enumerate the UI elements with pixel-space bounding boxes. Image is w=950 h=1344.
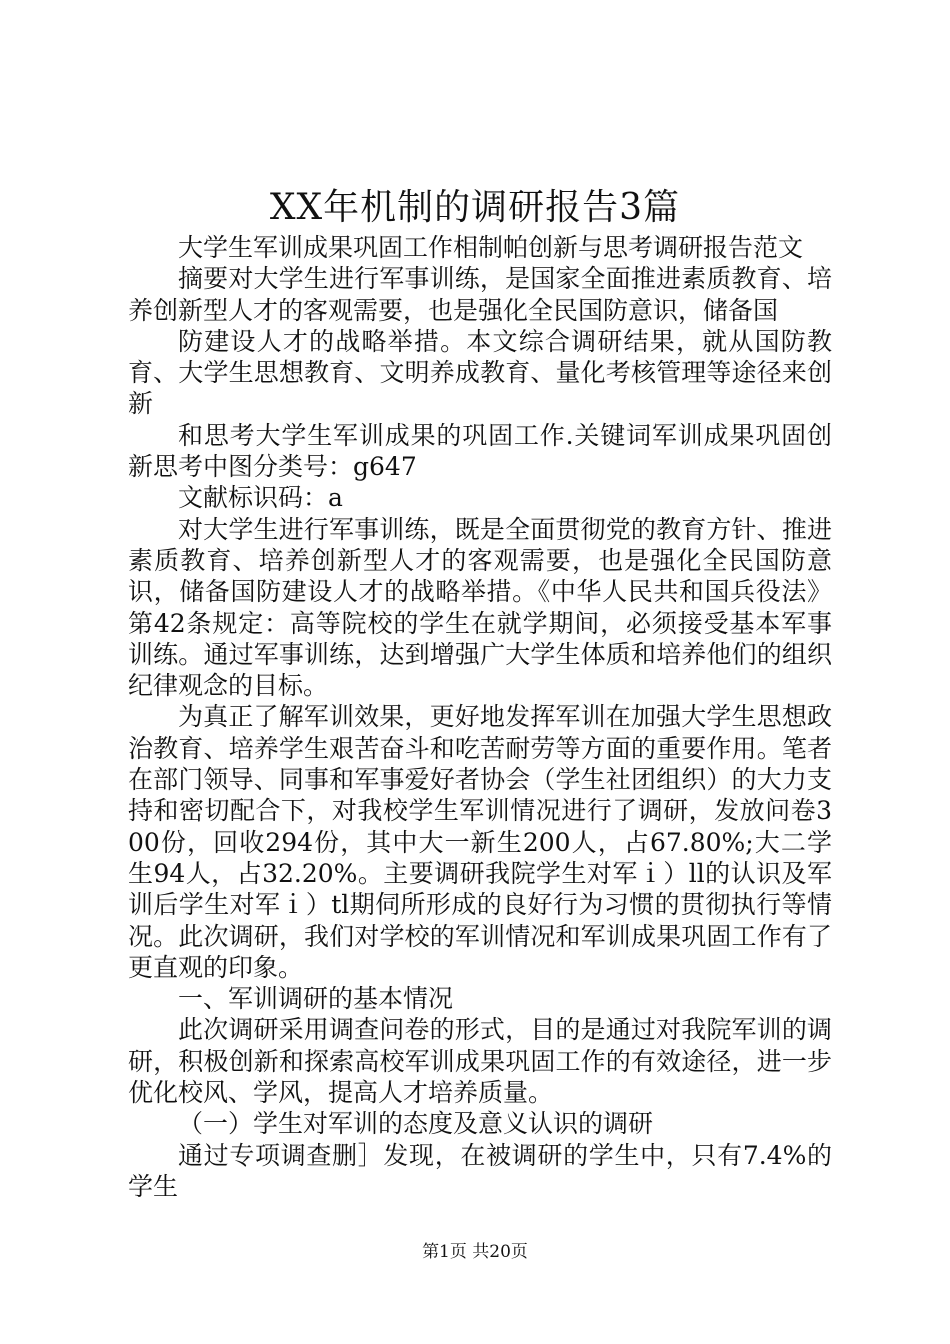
paragraph: 和思考大学生军训成果的巩固工作.关键词军训成果巩固创新思考中图分类号：g647 [128,420,832,482]
paragraph: 文献标识码：a [178,483,343,513]
paragraph: 大学生军训成果巩固工作相制帕创新与思考调研报告范文 [178,233,804,262]
page-number-footer: 第1页 共20页 [422,1242,528,1262]
paragraph: 对大学生进行军事训练，既是全面贯彻党的教育方针、推进素质教育、培养创新型人才的客观需要，也是强化全民国防意识，储备国防建设人才的战略举措。《中华人民共和国兵役法》第42条规定：高等院校的学生在就学期间，必须接受基本军事训练。通过军事训练，达到增强广大学生体质和培养他们的组织纪律观念的目标。 [128,514,832,701]
section-heading: 一、军训调研的基本情况 [178,984,454,1014]
paragraph: 摘要对大学生进行军事训练，是国家全面推进素质教育、培养创新型人才的客观需要，也是强化全民国防意识，储备国 [128,264,832,325]
document-title: XX年机制的调研报告3篇 [269,187,681,228]
paragraph: 防建设人才的战略举措。本文综合调研结果，就从国防教育、大学生思想教育、文明养成教育、量化考核管理等途径来创新 [128,326,832,419]
subsection-heading: （一）学生对军训的态度及意义认识的调研 [178,1109,654,1139]
document-body [128,232,832,1202]
paragraph: 此次调研采用调查问卷的形式，目的是通过对我院军训的调研，积极创新和探索高校军训成果巩固工作的有效途径，进一步优化校风、学风，提高人才培养质量。 [128,1015,832,1108]
paragraph: 通过专项调查删］发现，在被调研的学生中，只有7.4%的学生 [128,1140,832,1201]
paragraph: 为真正了解军训效果，更好地发挥军训在加强大学生思想政治教育、培养学生艰苦奋斗和吃苦耐劳等方面的重要作用。笔者在部门领导、同事和军事爱好者协会（学生社团组织）的大力支持和密切配合下，对我校学生军训情况进行了调研，发放问卷300份，回收294份，其中大一新生200人，占67.80%;大二学生94人，占32.20%。主要调研我院学生对军ｉ）ll的认识及军训后学生对军ｉ）tl期伺所形成的良好行为习惯的贯彻执行等情况。此次调研，我们对学校的军训情况和军训成果巩固工作有了更直观的印象。 [128,702,832,982]
